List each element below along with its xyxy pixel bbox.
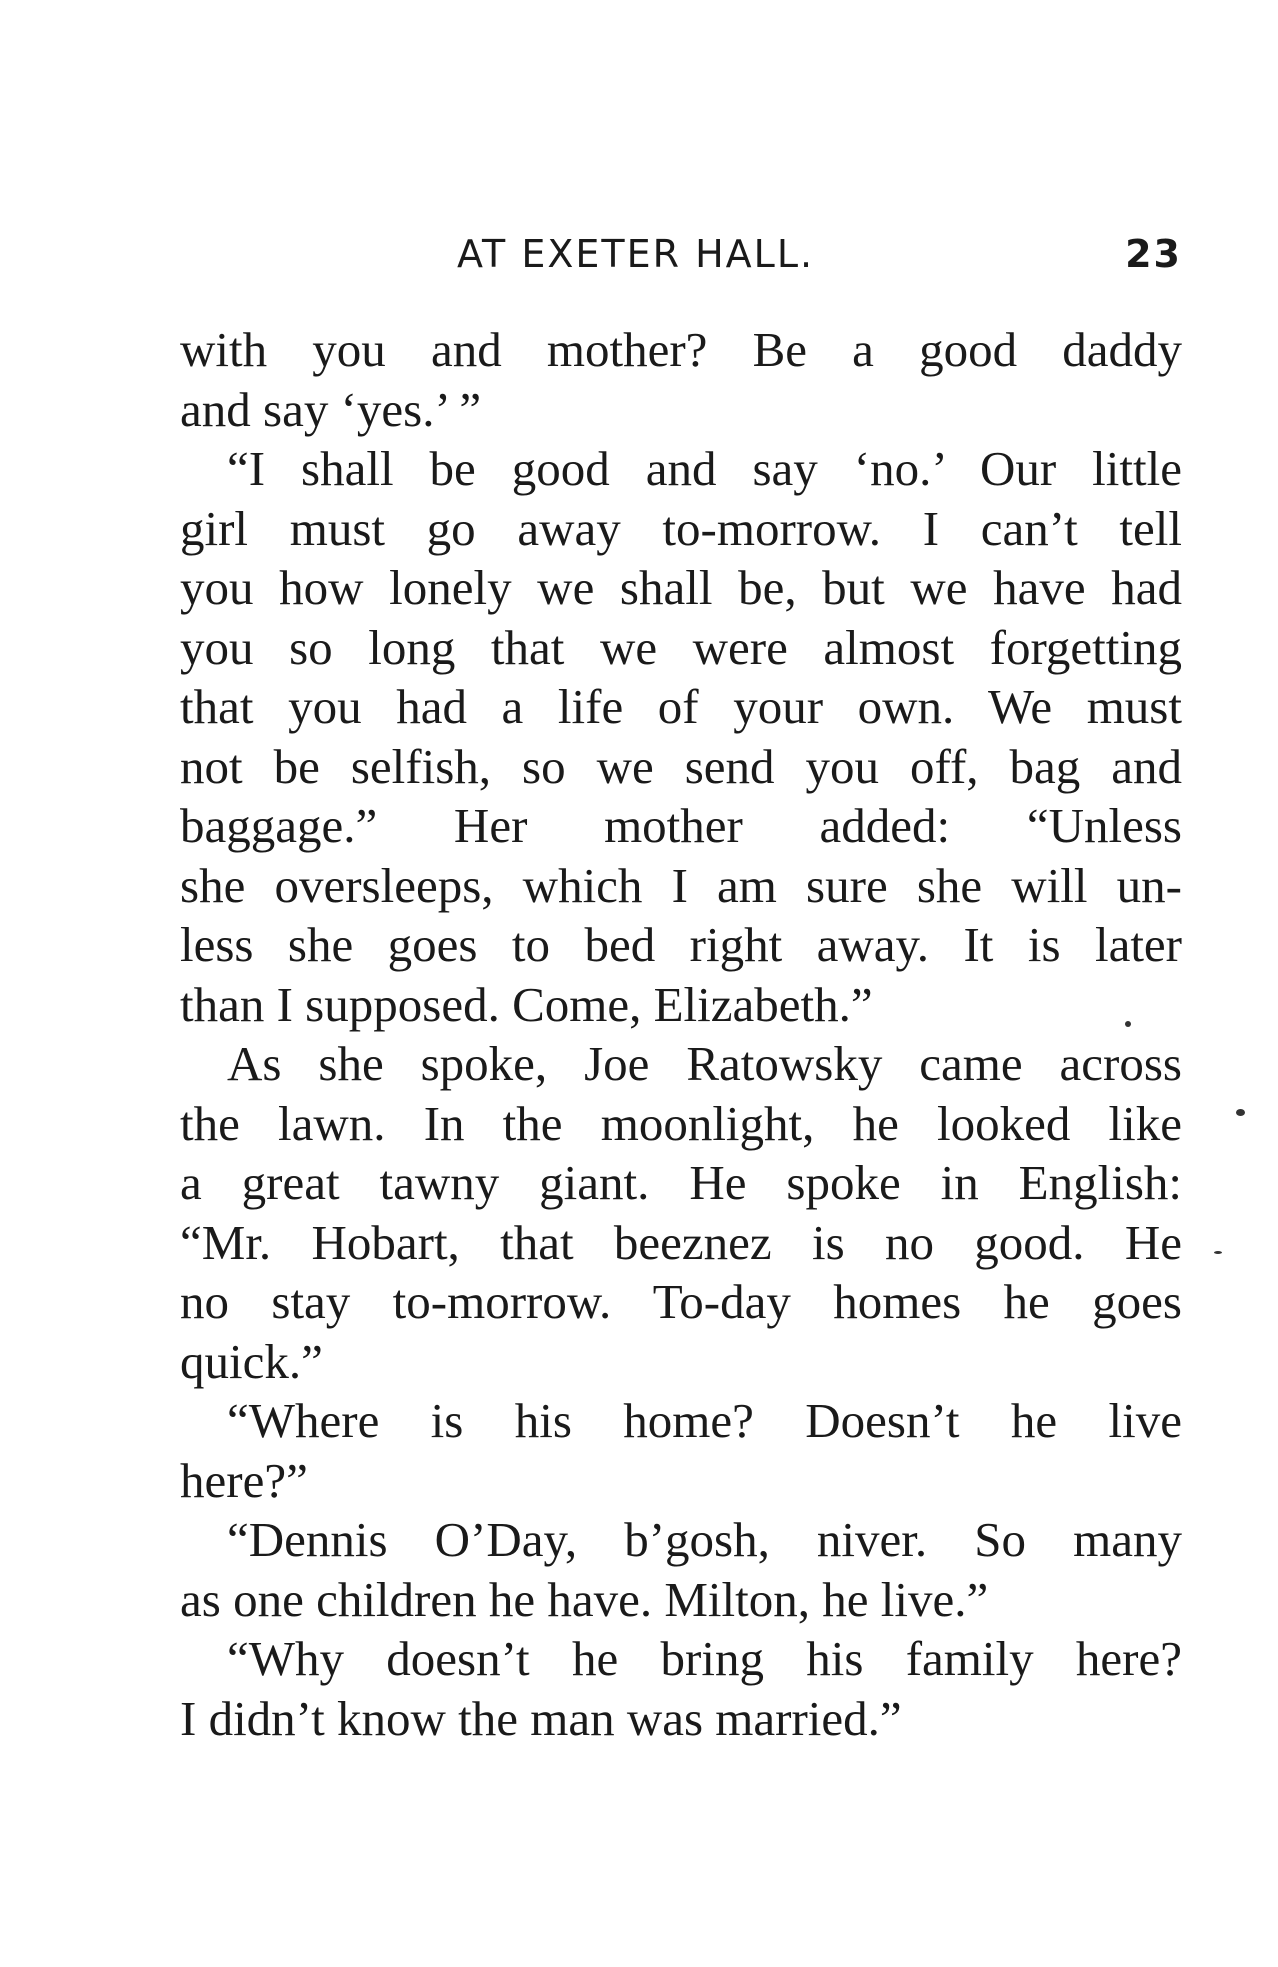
page-number: 23 bbox=[1125, 232, 1182, 276]
text-line: you how lonely we shall be, but we have had bbox=[180, 560, 1182, 615]
running-title: AT EXETER HALL. bbox=[457, 232, 815, 276]
text-line: the lawn. In the moonlight, he looked like bbox=[180, 1095, 1182, 1151]
paragraph-2 bbox=[180, 439, 1182, 1034]
body-text bbox=[180, 320, 1182, 1748]
text-line: I didn’t know the man was married.” bbox=[180, 1690, 902, 1746]
text-line: As she spoke, Joe Ratowsky came across bbox=[227, 1036, 1182, 1091]
text-line: quick.” bbox=[180, 1333, 323, 1389]
text-line: here?” bbox=[180, 1452, 308, 1508]
text-line: a great tawny giant. He spoke in English: bbox=[180, 1155, 1182, 1210]
text-line: you so long that we were almost forgetting bbox=[180, 619, 1182, 675]
text-line: “Mr. Hobart, that beeznez is no good. He bbox=[180, 1214, 1182, 1270]
text-line: “Why doesn’t he bring his family here? bbox=[227, 1631, 1182, 1686]
text-line: baggage.” Her mother added: “Unless bbox=[180, 798, 1182, 853]
paragraph-1 bbox=[180, 320, 1182, 439]
text-line: she oversleeps, which I am sure she will un- bbox=[180, 857, 1182, 913]
paragraph-6 bbox=[180, 1629, 1182, 1748]
text-line: less she goes to bed right away. It is later bbox=[180, 917, 1182, 972]
text-line: with you and mother? Be a good daddy bbox=[180, 322, 1182, 377]
text-line: than I supposed. Come, Elizabeth.” bbox=[180, 976, 873, 1032]
scan-speck bbox=[1214, 1251, 1222, 1254]
paragraph-4 bbox=[180, 1391, 1182, 1510]
text-line: “Where is his home? Doesn’t he live bbox=[227, 1393, 1182, 1448]
text-line: “Dennis O’Day, b’gosh, niver. So many bbox=[227, 1512, 1182, 1567]
text-line: girl must go away to-morrow. I can’t tell bbox=[180, 500, 1182, 556]
text-line: “I shall be good and say ‘no.’ Our little bbox=[227, 441, 1182, 496]
text-line: and say ‘yes.’ ” bbox=[180, 381, 482, 437]
scan-speck bbox=[1236, 1109, 1245, 1116]
running-head bbox=[180, 232, 1182, 284]
text-line: no stay to-morrow. To-day homes he goes bbox=[180, 1274, 1182, 1329]
scan-speck bbox=[1125, 1021, 1131, 1027]
paragraph-5 bbox=[180, 1510, 1182, 1629]
text-line: that you had a life of your own. We must bbox=[180, 679, 1182, 734]
text-line: as one children he have. Milton, he live.” bbox=[180, 1571, 989, 1627]
paragraph-3 bbox=[180, 1034, 1182, 1391]
text-line: not be selfish, so we send you off, bag and bbox=[180, 738, 1182, 794]
